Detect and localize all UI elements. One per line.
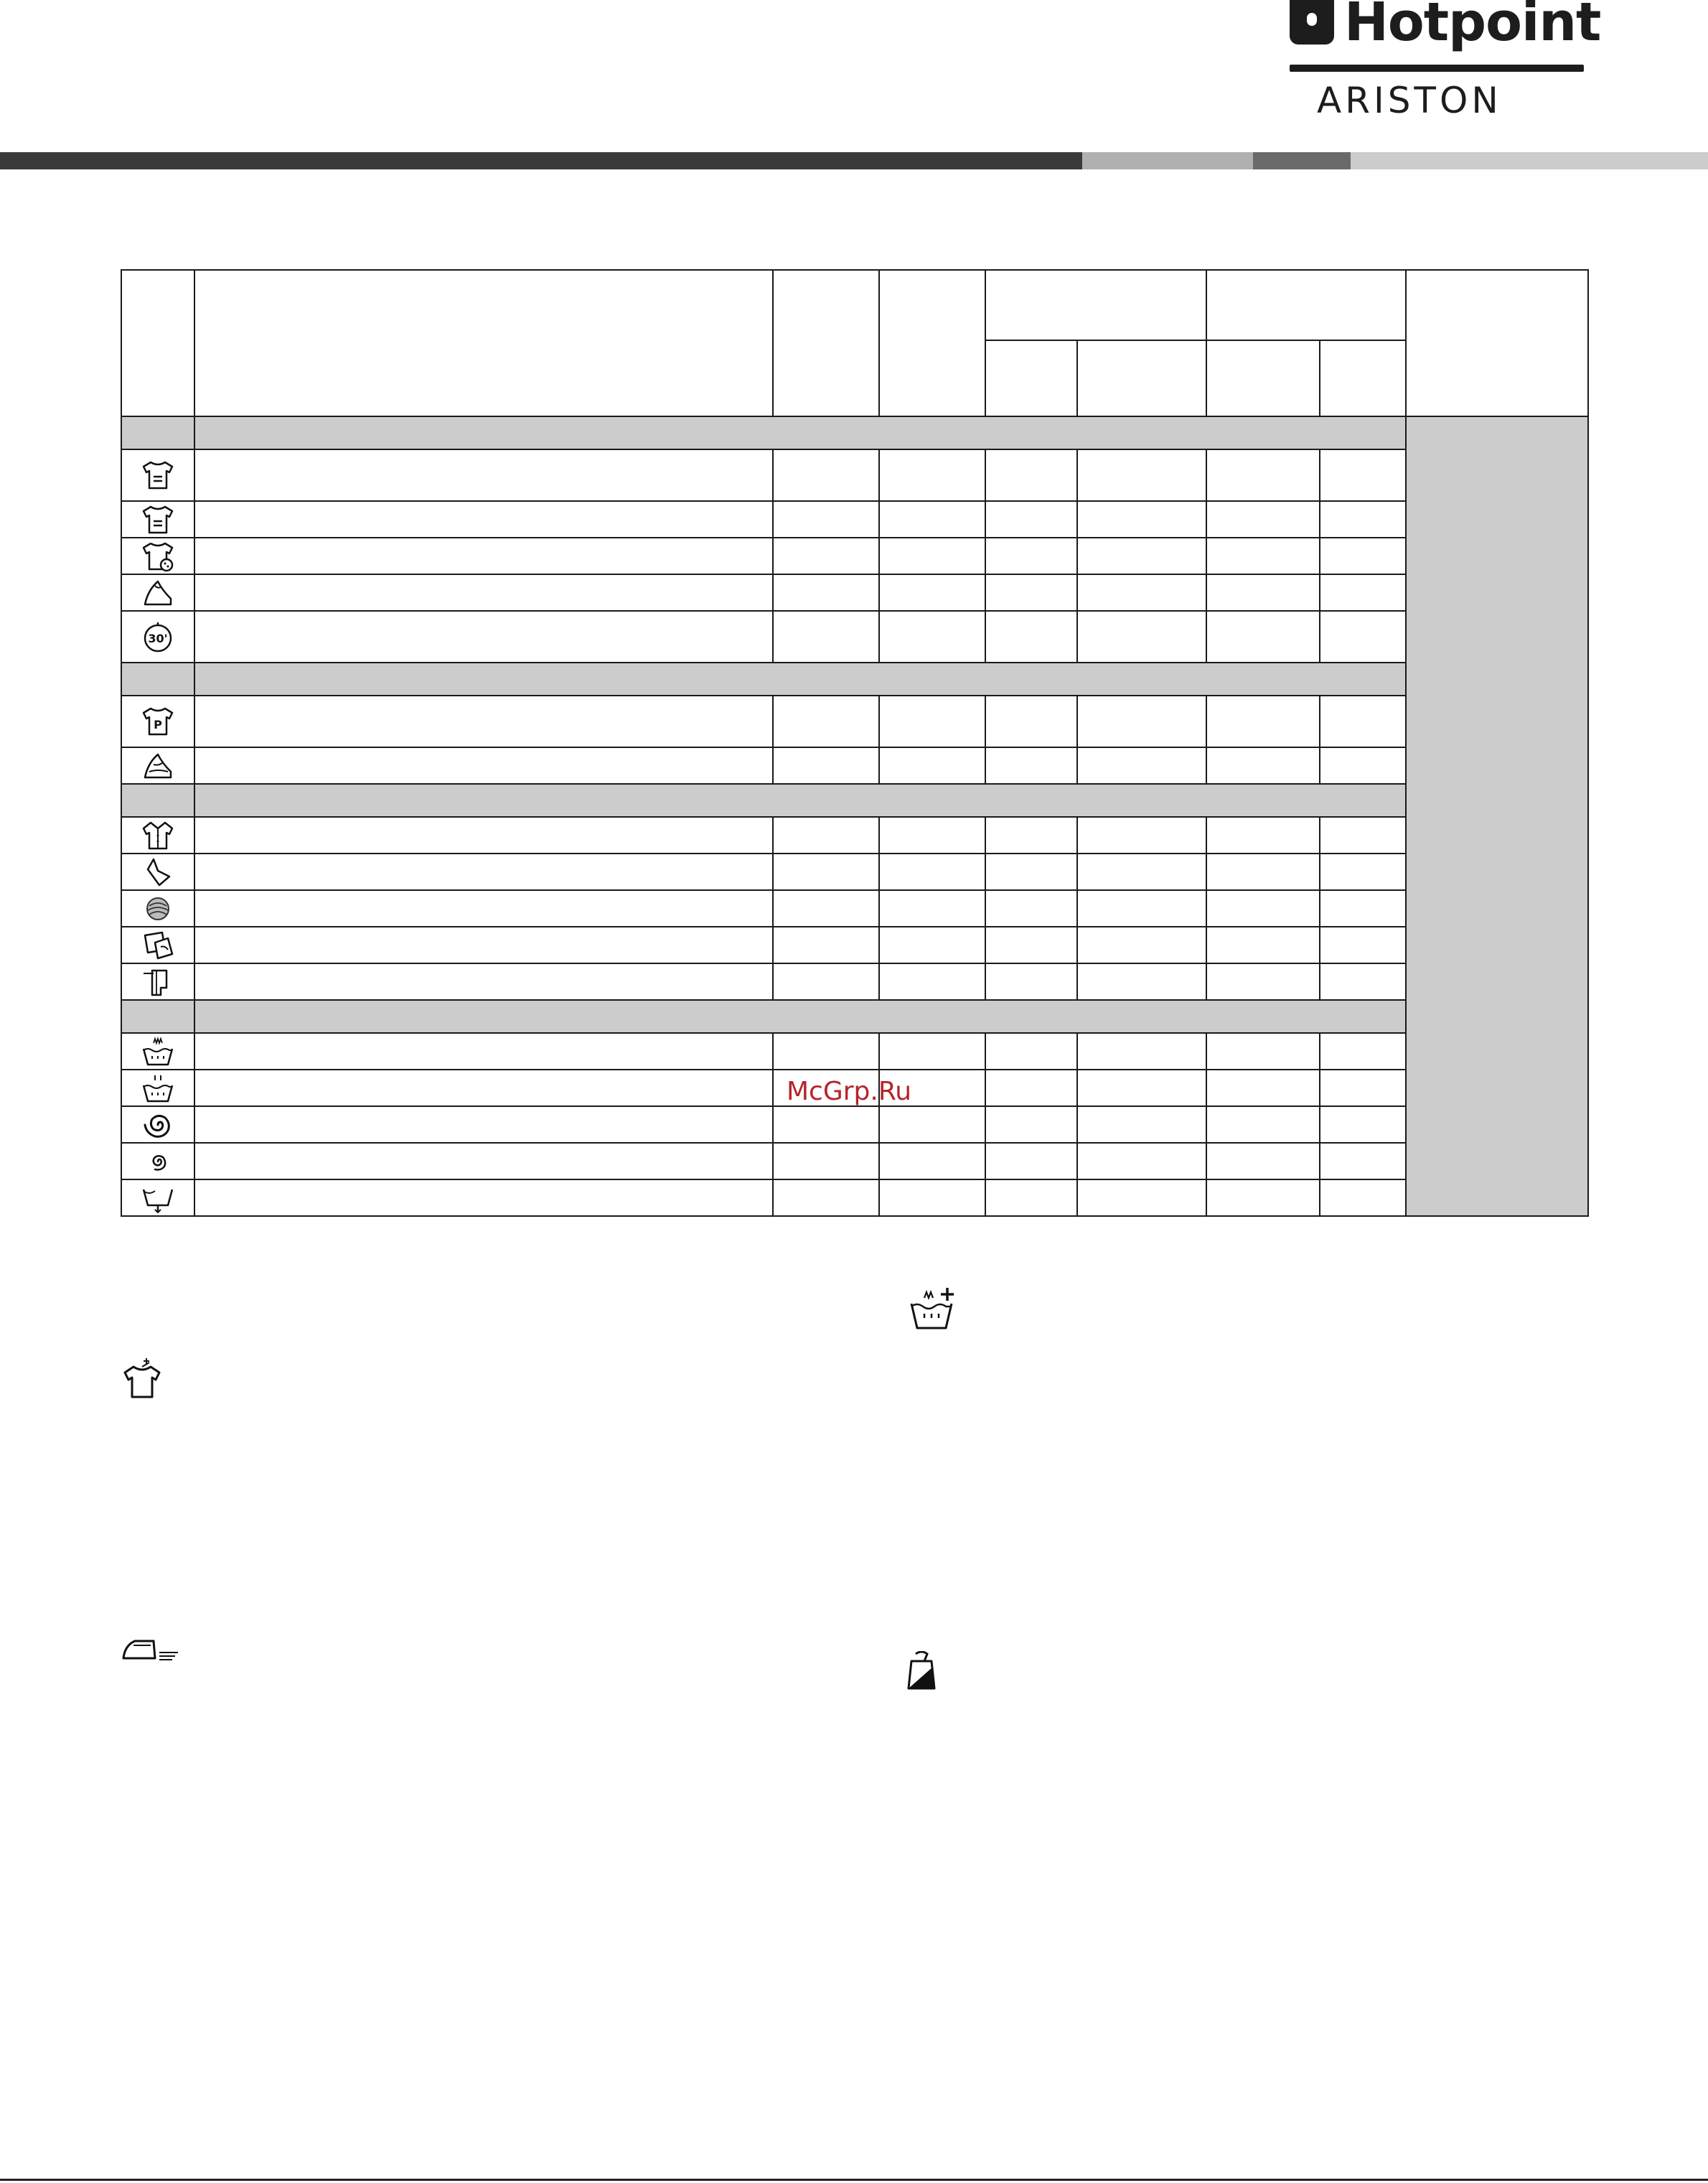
table-row [121, 1179, 1588, 1216]
watermark-text: McGrp.Ru [787, 1077, 912, 1106]
header-group-b [1206, 270, 1406, 340]
blouse-icon [141, 820, 175, 851]
header-col-3 [773, 270, 879, 416]
curtain-icon [141, 966, 175, 998]
easy-iron-icon [121, 1635, 181, 1664]
rinse-gentle-icon [141, 1072, 175, 1104]
brand-subname: ARISTON [1317, 80, 1502, 121]
load-weight-icon [907, 1651, 936, 1691]
drain-icon [141, 1182, 175, 1214]
spin-icon [141, 1109, 175, 1141]
svg-text:P: P [154, 718, 162, 731]
notes-column [1406, 416, 1588, 1216]
brand-name: Hotpoint [1344, 0, 1601, 53]
table-row [121, 449, 1588, 501]
table-row [121, 963, 1588, 1000]
table-row [121, 747, 1588, 784]
brand-logo [1288, 0, 1601, 122]
section-row [121, 416, 1588, 449]
header-b2 [1320, 340, 1406, 416]
extra-rinse-icon [909, 1285, 960, 1332]
silk-icon [141, 856, 175, 888]
logo-rule [1290, 65, 1584, 72]
jeans-icon [141, 930, 175, 961]
table-row [121, 1106, 1588, 1143]
section-row [121, 1000, 1588, 1033]
section-row [121, 663, 1588, 696]
table-row [121, 890, 1588, 927]
header-group-a [985, 270, 1206, 340]
header-icon-col [121, 270, 194, 416]
table-row [121, 538, 1588, 574]
spin-gentle-icon [141, 1146, 175, 1177]
footer-rule [0, 2179, 1708, 2181]
header-a1 [985, 340, 1077, 416]
header-b1 [1206, 340, 1320, 416]
delicate-icon [141, 577, 175, 609]
table-row [121, 1143, 1588, 1179]
table-row [121, 817, 1588, 854]
header-a2 [1077, 340, 1206, 416]
header-color-bar [0, 152, 1708, 169]
section-row [121, 784, 1588, 817]
table-row [121, 574, 1588, 611]
shirt-icon [141, 459, 175, 491]
table-row [121, 611, 1588, 663]
shirt-stain-icon [141, 541, 175, 572]
logo-mark-icon [1290, 0, 1334, 45]
header-col-4 [879, 270, 985, 416]
shirt-icon [141, 504, 175, 536]
table-row [121, 927, 1588, 963]
table-row [121, 501, 1588, 538]
table-row [121, 1033, 1588, 1070]
wool-icon [141, 893, 175, 925]
header-programme-col [194, 270, 773, 416]
svg-text:30': 30' [148, 632, 168, 645]
rinse-icon [141, 1036, 175, 1067]
header-col-last [1406, 270, 1588, 416]
table-row [121, 854, 1588, 890]
delicate-double-icon [141, 750, 175, 782]
shirt-p-icon [141, 706, 175, 737]
timer-30-icon [141, 620, 175, 654]
table-row [121, 696, 1588, 747]
stain-removal-icon [121, 1357, 164, 1400]
programme-table [121, 269, 1589, 1217]
